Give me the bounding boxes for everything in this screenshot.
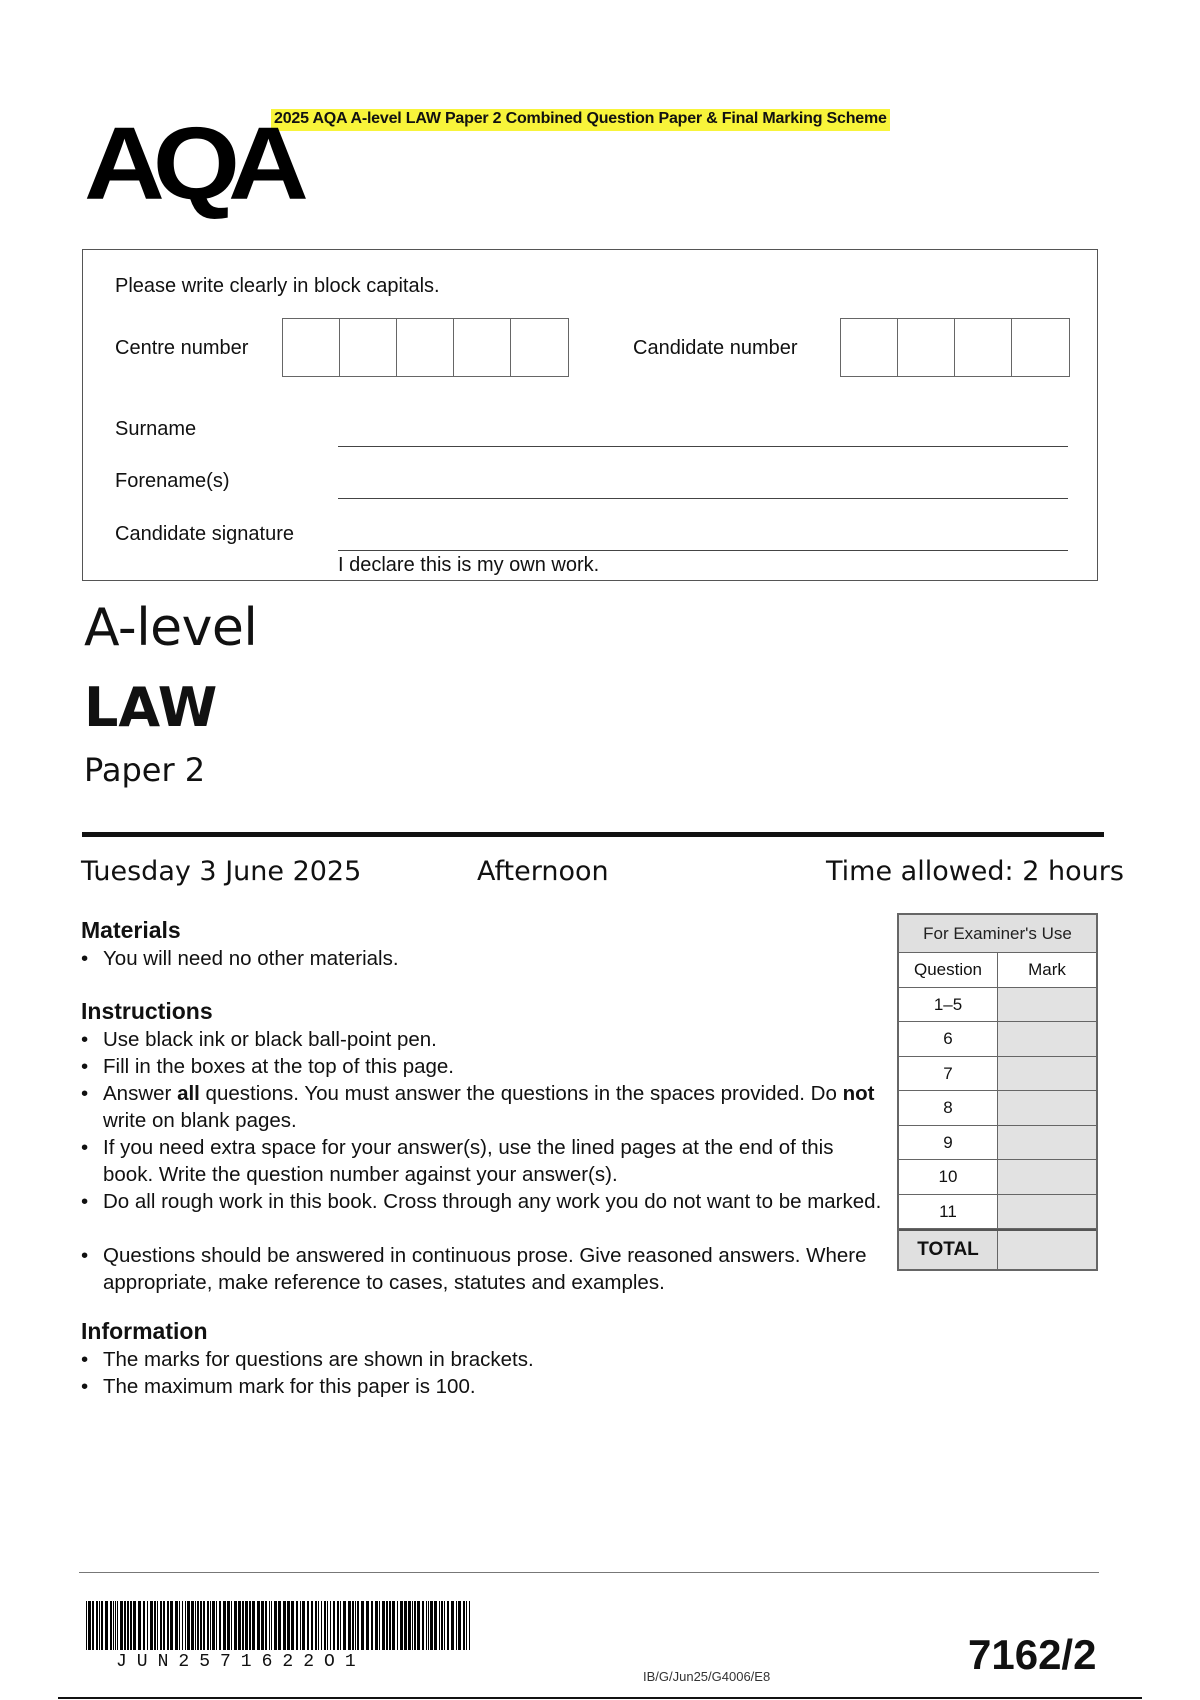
- examiner-table-header: [899, 953, 1096, 988]
- question-cell: 7: [899, 1057, 998, 1091]
- examiner-use-table: [897, 913, 1098, 1271]
- document-banner: 2025 AQA A-level LAW Paper 2 Combined Question Paper & Final Marking Scheme: [271, 109, 890, 131]
- barcode: [86, 1601, 472, 1650]
- question-cell: 9: [899, 1126, 998, 1160]
- surname-field[interactable]: [338, 446, 1068, 447]
- list-item: • You will need no other materials.: [81, 947, 399, 970]
- surname-label: Surname: [115, 418, 197, 440]
- question-column-header: Question: [899, 953, 998, 987]
- paper-code: 7162/2: [968, 1631, 1097, 1678]
- exam-session: Afternoon: [477, 856, 609, 887]
- signature-label: Candidate signature: [115, 523, 295, 545]
- table-row: [899, 1091, 1096, 1126]
- total-label: TOTAL: [899, 1231, 998, 1269]
- list-item: • Use black ink or black ball-point pen.: [81, 1028, 437, 1051]
- aqa-logo: AQA: [84, 105, 297, 221]
- centre-digit-box[interactable]: [454, 319, 511, 376]
- question-cell: 10: [899, 1160, 998, 1194]
- information-heading: Information: [81, 1318, 208, 1344]
- section-divider: [82, 832, 1104, 837]
- candidate-number-label: Candidate number: [633, 337, 798, 359]
- mark-cell: [998, 988, 1096, 1022]
- table-row: [899, 1195, 1096, 1230]
- candidate-number-boxes[interactable]: [840, 318, 1070, 377]
- candidate-digit-box[interactable]: [1012, 319, 1069, 376]
- list-item: • Questions should be answered in continuous prose. Give reasoned answers. Where appropriate, make reference to cases, statutes and examples.: [81, 1244, 867, 1294]
- table-row: [899, 1126, 1096, 1161]
- candidate-digit-box[interactable]: [955, 319, 1012, 376]
- document-reference: IB/G/Jun25/G4006/E8: [643, 1669, 771, 1684]
- centre-number-boxes[interactable]: [282, 318, 569, 377]
- list-item: • If you need extra space for your answer(s), use the lined pages at the end of this book. Write the question number against your answer(s).: [81, 1136, 834, 1186]
- list-item: • Answer all questions. You must answer the questions in the spaces provided. Do not write on blank pages.: [81, 1082, 875, 1132]
- barcode-number: JUN2571622O1: [116, 1652, 366, 1672]
- total-row: [899, 1229, 1096, 1269]
- list-item: • The marks for questions are shown in brackets.: [81, 1348, 534, 1371]
- mark-cell: [998, 1126, 1096, 1160]
- centre-digit-box[interactable]: [340, 319, 397, 376]
- candidate-details-box: [82, 249, 1098, 581]
- mark-cell: [998, 1160, 1096, 1194]
- question-cell: 6: [899, 1022, 998, 1056]
- subject-title: LAW: [84, 676, 218, 739]
- mark-cell: [998, 1195, 1096, 1229]
- centre-digit-box[interactable]: [511, 319, 568, 376]
- centre-digit-box[interactable]: [283, 319, 340, 376]
- table-row: [899, 988, 1096, 1023]
- list-item: • Do all rough work in this book. Cross through any work you do not want to be marked.: [81, 1190, 882, 1213]
- bottom-rule: [58, 1697, 1142, 1699]
- centre-number-label: Centre number: [115, 337, 249, 359]
- list-item: • The maximum mark for this paper is 100.: [81, 1375, 476, 1398]
- total-mark-cell: [998, 1231, 1096, 1269]
- mark-column-header: Mark: [998, 953, 1096, 987]
- table-row: [899, 1160, 1096, 1195]
- signature-field[interactable]: [338, 550, 1068, 551]
- instructions-heading: Instructions: [81, 998, 213, 1024]
- mark-cell: [998, 1091, 1096, 1125]
- mark-cell: [998, 1057, 1096, 1091]
- table-row: [899, 1022, 1096, 1057]
- form-instruction: Please write clearly in block capitals.: [115, 275, 440, 297]
- exam-date: Tuesday 3 June 2025: [81, 856, 362, 887]
- forenames-field[interactable]: [338, 498, 1068, 499]
- footer-divider: [79, 1572, 1099, 1573]
- question-cell: 8: [899, 1091, 998, 1125]
- forenames-label: Forename(s): [115, 470, 230, 492]
- candidate-digit-box[interactable]: [898, 319, 955, 376]
- examiner-table-title: For Examiner's Use: [899, 915, 1096, 953]
- qualification-level: A-level: [84, 598, 258, 658]
- list-item: • Fill in the boxes at the top of this page.: [81, 1055, 454, 1078]
- centre-digit-box[interactable]: [397, 319, 454, 376]
- candidate-digit-box[interactable]: [841, 319, 898, 376]
- mark-cell: [998, 1022, 1096, 1056]
- materials-heading: Materials: [81, 917, 181, 943]
- time-allowed: Time allowed: 2 hours: [826, 856, 1124, 887]
- table-row: [899, 1057, 1096, 1092]
- paper-number: Paper 2: [84, 751, 206, 789]
- question-cell: 1–5: [899, 988, 998, 1022]
- question-cell: 11: [899, 1195, 998, 1229]
- declaration-text: I declare this is my own work.: [338, 554, 600, 576]
